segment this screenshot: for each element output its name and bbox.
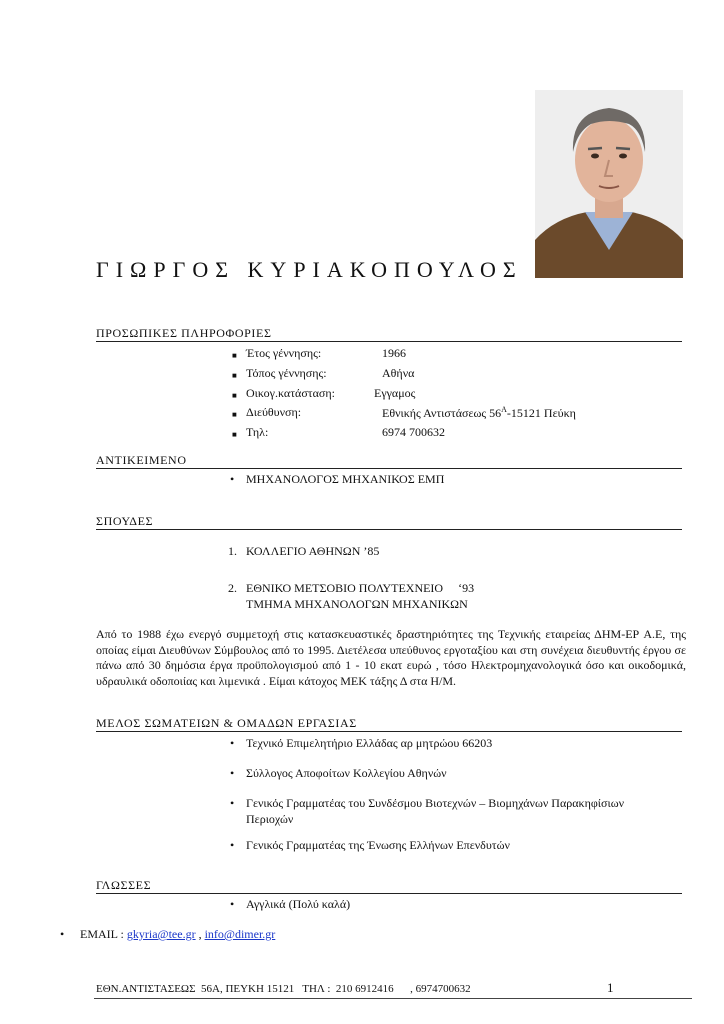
portrait-image [535, 90, 683, 278]
candidate-name: ΓΙΩΡΓΟΣ ΚΥΡΙΑΚΟΠΟΥΛΟΣ [96, 257, 523, 282]
phone-label: Τηλ: [246, 425, 269, 439]
footer-divider [94, 998, 692, 999]
address-value [382, 405, 576, 421]
membership-item-2: Σύλλογος Αποφοίτων Κολλεγίου Αθηνών [246, 766, 447, 780]
study-item-1: ΚΟΛΛΕΓΙΟ ΑΘΗΝΩΝ ’85 [246, 544, 380, 558]
birth-place-value: Αθήνα [382, 366, 415, 380]
language-item: Αγγλικά (Πολύ καλά) [246, 897, 351, 911]
address-superscript: Α [501, 405, 507, 414]
phone-value: 6974 700632 [382, 425, 445, 439]
bullet-icon: • [230, 736, 235, 750]
email-label: EMAIL : [80, 927, 127, 941]
bullet-icon: • [60, 927, 65, 941]
footer-address: ΕΘΝ.ΑΝΤΙΣΤΑΣΕΩΣ 56Α, ΠΕΥΚΗ 15121 ΤΗΛ : 210 6912416 , 6974700632 [96, 983, 471, 995]
study-number-2: 2. [228, 581, 237, 595]
section-divider [96, 468, 682, 469]
birth-year-label: Έτος γέννησης: [246, 346, 322, 360]
section-divider [96, 731, 682, 732]
square-bullet-icon: ■ [232, 410, 237, 419]
square-bullet-icon: ■ [232, 351, 237, 360]
bullet-icon: • [230, 766, 235, 780]
address-label: Διεύθυνση: [246, 405, 302, 419]
section-divider [96, 341, 682, 342]
study-number-1: 1. [228, 544, 237, 558]
membership-item-1: Τεχνικό Επιμελητήριο Ελλάδας αρ μητρώου 66203 [246, 736, 493, 750]
section-title-studies: ΣΠΟΥΔΕΣ [96, 514, 154, 528]
bullet-icon: • [230, 897, 235, 911]
email-line [80, 927, 275, 942]
profile-photo [535, 90, 683, 278]
experience-paragraph: Από το 1988 έχω ενεργό συμμετοχή στις κατασκευαστικές δραστηριότητες της Τεχνικής εταιρείας ΔΗΜ-ΕΡ Α.Ε, της οποίας είμαι Διευθύνων Σύμβουλος από το 1995. Διετέλεσα υπεύθυνος εργοταξίου και στη συνέχεια διευθυντής έργου σε πάνω από 30 δημόσια έργα προϋπολογισμού από 1 - 10 εκατ ευρώ , τόσο Ηλεκτρομηχανολογικά όσο και οικοδομικά, υδραυλικά οδοποιίας και λιμενικά . Είμαι κάτοχος ΜΕΚ τάξης Δ στα Η/Μ. [96, 627, 686, 688]
square-bullet-icon: ■ [232, 391, 237, 400]
bullet-icon: • [230, 838, 235, 852]
objective-item: ΜΗΧΑΝΟΛΟΓΟΣ ΜΗΧΑΝΙΚΟΣ ΕΜΠ [246, 472, 445, 486]
email-link-dimer[interactable]: info@dimer.gr [204, 927, 276, 941]
square-bullet-icon: ■ [232, 371, 237, 380]
section-title-personal: ΠΡΟΣΩΠΙΚΕΣ ΠΛΗΡΟΦΟΡΙΕΣ [96, 326, 272, 340]
study-item-2: ΕΘΝΙΚΟ ΜΕΤΣΟΒΙΟ ΠΟΛΥΤΕΧΝΕΙΟ ‘93 [246, 581, 475, 595]
section-divider [96, 529, 682, 530]
bullet-icon: • [230, 796, 235, 810]
marital-status-value: Εγγαμος [374, 386, 416, 400]
email-link-tee[interactable]: gkyria@tee.gr [126, 927, 196, 941]
membership-item-4: Γενικός Γραμματέας της Ένωσης Ελλήνων Επενδυτών [246, 838, 510, 852]
section-divider [96, 893, 682, 894]
bullet-icon: • [230, 472, 235, 486]
square-bullet-icon: ■ [232, 430, 237, 439]
birth-place-label: Τόπος γέννησης: [246, 366, 327, 380]
section-title-languages: ΓΛΩΣΣΕΣ [96, 878, 152, 892]
marital-status-label: Οικογ.κατάσταση: [246, 386, 335, 400]
membership-item-3: Γενικός Γραμματέας του Συνδέσμου Βιοτεχνών – Βιομηχάνων Παρακηφίσιων [246, 796, 625, 810]
address-postcode: -15121 Πεύκη [506, 406, 576, 420]
birth-year-value: 1966 [382, 346, 406, 360]
section-title-memberships: ΜΕΛΟΣ ΣΩΜΑΤΕΙΩΝ & ΟΜΑΔΩΝ ΕΡΓΑΣΙΑΣ [96, 716, 357, 730]
study-item-2-department: ΤΜΗΜΑ ΜΗΧΑΝΟΛΟΓΩΝ ΜΗΧΑΝΙΚΩΝ [246, 597, 468, 611]
page-number: 1 [607, 980, 614, 995]
membership-item-3-cont: Περιοχών [246, 812, 294, 826]
address-street: Εθνικής Αντιστάσεως 56 [382, 406, 502, 420]
section-title-objective: ΑΝΤΙΚΕΙΜΕΝΟ [96, 453, 187, 467]
email-separator: , [195, 927, 205, 941]
